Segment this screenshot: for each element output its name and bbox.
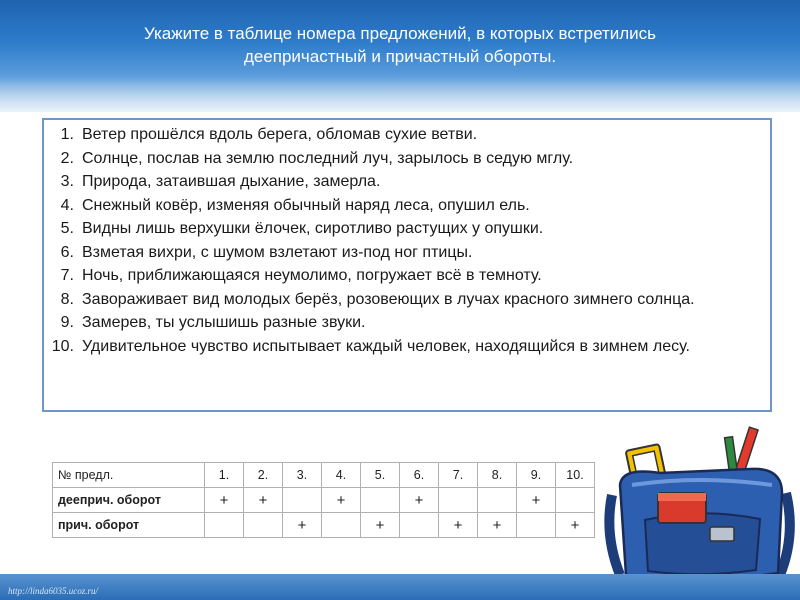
- table-cell: [517, 513, 556, 538]
- table-header-cell: 9.: [517, 463, 556, 488]
- sentence-item: [44, 288, 774, 312]
- slide-title: [60, 22, 740, 68]
- table-cell: [478, 488, 517, 513]
- footer-bar: [0, 574, 800, 600]
- sentence-text: Видны лишь верхушки ёлочек, сиротливо растущих у опушки.: [82, 220, 544, 237]
- table-cell: +: [556, 513, 595, 538]
- table-header-cell: 10.: [556, 463, 595, 488]
- table-header-cell: 6.: [400, 463, 439, 488]
- table-cell: +: [244, 488, 283, 513]
- sentence-text: Ночь, приближающаяся неумолимо, погружает всё в темноту.: [82, 267, 542, 284]
- sentence-item: [44, 147, 774, 171]
- table-header-cell: 1.: [205, 463, 244, 488]
- table-header-cell: 5.: [361, 463, 400, 488]
- sentence-number: 5.: [60, 220, 74, 237]
- row-label: прич. оборот: [53, 513, 205, 538]
- table-cell: [361, 488, 400, 513]
- backpack-icon: [600, 415, 800, 585]
- sentence-number: 9.: [60, 314, 74, 331]
- sentence-text: Природа, затаившая дыхание, замерла.: [82, 173, 381, 190]
- table-cell: [244, 513, 283, 538]
- table-cell: +: [361, 513, 400, 538]
- sentence-item: [44, 241, 774, 265]
- title-banner-glow: [0, 75, 800, 115]
- table-cell: +: [322, 488, 361, 513]
- sentence-item: [44, 311, 774, 335]
- sentences-box: [42, 118, 772, 412]
- sentence-number: 7.: [60, 267, 74, 284]
- table-header-cell: 7.: [439, 463, 478, 488]
- sentence-number: 10.: [51, 337, 74, 355]
- sentence-item: [44, 194, 774, 218]
- sentence-text: Завораживает вид молодых берёз, розовеющих в лучах красного зимнего солнца.: [82, 290, 695, 308]
- table-row-participial-adverb: [53, 488, 595, 513]
- table-cell: [322, 513, 361, 538]
- row-label: дееприч. оборот: [53, 488, 205, 513]
- table-header-cell: 3.: [283, 463, 322, 488]
- table-cell: +: [283, 513, 322, 538]
- table-header-label: № предл.: [53, 463, 205, 488]
- table-cell: +: [478, 513, 517, 538]
- footer-url: http://linda6035.ucoz.ru/: [8, 586, 98, 596]
- sentence-text: Снежный ковёр, изменяя обычный наряд леса, опушил ель.: [82, 196, 530, 214]
- sentence-item: [44, 217, 774, 241]
- sentence-number: 3.: [60, 173, 74, 190]
- table-cell: +: [205, 488, 244, 513]
- sentence-item: [44, 335, 774, 359]
- sentence-text: Удивительное чувство испытывает каждый человек, находящийся в зимнем лесу.: [82, 337, 690, 355]
- title-line-1: Укажите в таблице номера предложений, в которых встретились: [143, 24, 657, 43]
- table-header-cell: 2.: [244, 463, 283, 488]
- table-row-participial: [53, 513, 595, 538]
- sentence-list: [44, 123, 774, 358]
- table-cell: [556, 488, 595, 513]
- answer-table: [52, 462, 595, 538]
- sentence-item: [44, 170, 774, 194]
- table-cell: [205, 513, 244, 538]
- table-cell: [400, 513, 439, 538]
- sentence-item: [44, 264, 774, 288]
- table-cell: +: [439, 513, 478, 538]
- sentence-number: 8.: [60, 290, 74, 308]
- table-cell: [439, 488, 478, 513]
- sentence-text: Замерев, ты услышишь разные звуки.: [82, 314, 366, 331]
- sentence-number: 2.: [60, 149, 74, 167]
- sentence-number: 6.: [60, 243, 74, 261]
- table-cell: +: [400, 488, 439, 513]
- table-cell: [283, 488, 322, 513]
- sentence-item: [44, 123, 774, 147]
- table-cell: +: [517, 488, 556, 513]
- sentence-number: 1.: [60, 126, 74, 143]
- title-line-2: деепричастный и причастный обороты.: [243, 47, 557, 66]
- table-header-cell: 8.: [478, 463, 517, 488]
- sentence-number: 4.: [60, 196, 74, 214]
- sentence-text: Ветер прошёлся вдоль берега, обломав сухие ветви.: [82, 126, 478, 143]
- table-header-row: [53, 463, 595, 488]
- sentence-text: Взметая вихри, с шумом взлетают из-под ног птицы.: [82, 243, 473, 261]
- sentence-text: Солнце, послав на землю последний луч, зарылось в седую мглу.: [82, 149, 574, 167]
- table-header-cell: 4.: [322, 463, 361, 488]
